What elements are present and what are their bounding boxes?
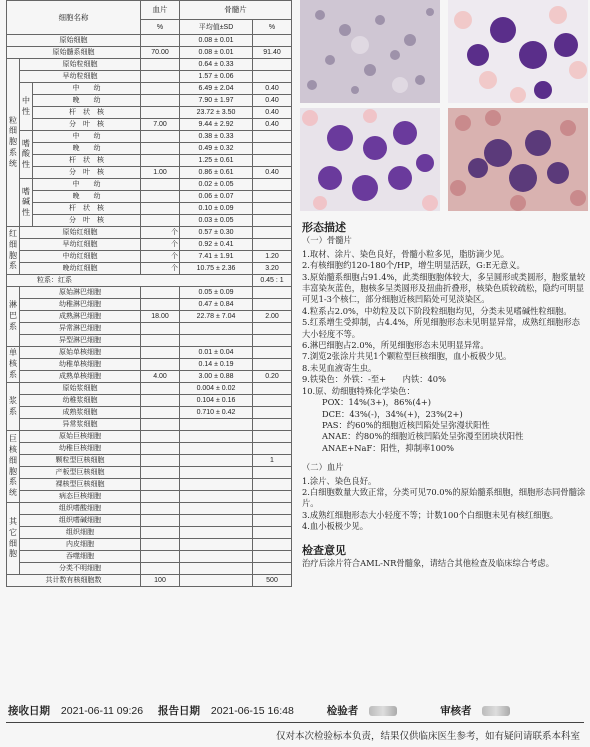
- table-row: 晚 幼 0.49 ± 0.32: [7, 143, 292, 155]
- header-blood: 血片: [141, 1, 180, 20]
- table-row: 异常浆细胞: [7, 419, 292, 431]
- table-row: 幼稚单核细胞 0.14 ± 0.19: [7, 359, 292, 371]
- table-row: 晚 幼 7.90 ± 1.97 0.40: [7, 95, 292, 107]
- table-row: 内皮细胞: [7, 539, 292, 551]
- marrow-subtitle: （一）骨髓片: [302, 235, 352, 246]
- header-mean: 平均值±SD: [180, 20, 253, 35]
- table-row: 病态巨核细胞: [7, 491, 292, 503]
- micrograph-2: [448, 0, 588, 103]
- table-row: 早幼粒细胞 1.57 ± 0.06: [7, 71, 292, 83]
- opinion-text: 治疗后涂片符合AML-NR骨髓象，请结合其他检查及临床综合考虑。: [302, 557, 555, 568]
- report-date: 2021-06-15 16:48: [210, 705, 294, 717]
- blood-subtitle: （二）血片: [302, 462, 344, 473]
- table-row: 巨核细胞系统 原始巨核细胞: [7, 431, 292, 443]
- ratio-row: 粒系：红系 0.45 : 1: [7, 275, 292, 287]
- table-row: 分 叶 核 1.00 0.86 ± 0.61 0.40: [7, 167, 292, 179]
- table-row: 分类不明细胞: [7, 563, 292, 575]
- table-row: 粒细胞系统 原始粒细胞 0.64 ± 0.33: [7, 59, 292, 71]
- table-row: 分 叶 核 0.03 ± 0.05: [7, 215, 292, 227]
- table-row: 浆系 原始浆细胞 0.004 ± 0.02: [7, 383, 292, 395]
- category-erythroid: 红细胞系: [7, 227, 20, 275]
- morphology-description: 形态描述 （一）骨髓片 1.取材、涂片、染色良好，骨髓小粒多见，脂肪滴少见。 2.有核细胞约120-180个/HP，增生明显活跃，G:E无意义。 3.原始髓系细胞占91.4%，此类细胞胞体较大，多呈圆形或类圆形，胞浆量较丰富染灰蓝色，胞核多呈类圆形及扭曲折叠形，核染色质较疏松，隐约可明显可见1-3个核仁，部分细胞近核凹陷处可见淡染区。 4.粒系占2.0%，中幼粒及以下阶段粒细胞均见，分类未见嗜碱性粒细胞。 5.红系增生受抑制，占4.4%，所见细胞形态未见明显异常，成熟红细胞形态大小轻度不等。 6.淋巴细胞占2.0%，所见细胞形态未见明显异常。 7.浏览2张涂片共见1个颗粒型巨核细胞，血小板极少见。 8.未见血液寄生虫。 9.铁染色：外铁：-至+ 内铁：40% 10.原、幼细胞特殊化学染色： POX：14%(3+)，86%(4+) DCE：43%(-)，34%(+)，23%(2+) PAS：约60%的细胞近核凹陷处呈弥漫状阳性 ANAE：约80%的细胞近核凹陷处呈弥漫至团块状阳性 ANAE+NaF：阳性，抑制率100% （二）血片 1.涂片、染色良好。 2.白细胞数量大致正常，分类可见70.0%的原始髓系细胞，细胞形态同骨髓涂片。 3.成熟红细胞形态大小轻度不等；计数100个白细胞未见有核红细胞。 4.血小板极少见。 检查意见 治疗后涂片符合AML-NR骨髓象，请结合其他检查及临床综合考虑。: [302, 221, 586, 568]
- header-pct-blood: %: [141, 20, 180, 35]
- disclaimer-note: 仅对本次检验标本负责，结果仅供临床医生参考，如有疑问请联系本科室: [275, 731, 580, 742]
- tester-signature: [369, 706, 397, 716]
- table-row: 嗜碱性 中 幼 0.02 ± 0.05: [7, 179, 292, 191]
- micrograph-1: [300, 0, 440, 103]
- header-marrow: 骨髓片: [180, 1, 292, 20]
- table-row: 吞噬细胞: [7, 551, 292, 563]
- subcategory-eosinophil: 嗜酸性: [20, 131, 33, 179]
- table-row: 杆 状 核 0.10 ± 0.09: [7, 203, 292, 215]
- table-row: 组织细胞: [7, 527, 292, 539]
- table-row: 幼稚巨核细胞: [7, 443, 292, 455]
- total-row: 共计数有核细胞数 100 500: [7, 575, 292, 587]
- table-row: 淋巴系 原始淋巴细胞 0.05 ± 0.09: [7, 287, 292, 299]
- table-row: 幼稚浆细胞 0.104 ± 0.16: [7, 395, 292, 407]
- table-row: 原始细胞 0.08 ± 0.01: [7, 35, 292, 47]
- table-row: 杆 状 核 23.72 ± 3.50 0.40: [7, 107, 292, 119]
- table-row: 成熟浆细胞 0.710 ± 0.42: [7, 407, 292, 419]
- table-row: 分 叶 核 7.00 9.44 ± 2.92 0.40: [7, 119, 292, 131]
- table-row: 其它细胞 组织嗜酸细胞: [7, 503, 292, 515]
- category-other: 其它细胞: [7, 503, 20, 575]
- table-row: 晚幼红细胞 个 10.75 ± 2.36 3.20: [7, 263, 292, 275]
- table-row: 颗粒型巨核细胞 1: [7, 455, 292, 467]
- category-megakaryocyte: 巨核细胞系统: [7, 431, 20, 503]
- table-header-row: [7, 1, 292, 20]
- reviewer-signature: [482, 706, 510, 716]
- subcategory-neutrophil: 中性: [20, 83, 33, 131]
- micrograph-4: [448, 108, 588, 211]
- report-footer: 接收日期 2021-06-11 09:26 报告日期 2021-06-15 16:48 检验者 审核者 仅对本次检验标本负责，结果仅供临床医生参考，如有疑问请联系本科室: [0, 700, 590, 747]
- table-row: 杆 状 核 1.25 ± 0.61: [7, 155, 292, 167]
- table-row: 单核系 原始单核细胞 0.01 ± 0.04: [7, 347, 292, 359]
- subcategory-basophil: 嗜碱性: [20, 179, 33, 227]
- table-row: 嗜酸性 中 幼 0.38 ± 0.33: [7, 131, 292, 143]
- table-row: 裸核型巨核细胞: [7, 479, 292, 491]
- table-row: 晚 幼 0.06 ± 0.07: [7, 191, 292, 203]
- table-row: 中性 中 幼 6.49 ± 2.04 0.40: [7, 83, 292, 95]
- table-row: 产板型巨核细胞: [7, 467, 292, 479]
- opinion-title: 检查意见: [302, 543, 346, 557]
- table-row: 原始髓系细胞 70.00 0.08 ± 0.01 91.40: [7, 47, 292, 59]
- category-monocyte: 单核系: [7, 347, 20, 383]
- table-row: 异型淋巴细胞: [7, 335, 292, 347]
- receive-date: 2021-06-11 09:26: [60, 705, 144, 717]
- table-row: 异常淋巴细胞: [7, 323, 292, 335]
- description-title: 形态描述: [302, 221, 346, 234]
- marrow-table-wrap: [6, 0, 292, 587]
- header-pct-marrow: %: [253, 20, 292, 35]
- category-granulocyte: 粒细胞系统: [7, 59, 20, 227]
- table-row: 成熟单核细胞 4.00 3.00 ± 0.88 0.20: [7, 371, 292, 383]
- category-lymphoid: 淋巴系: [7, 287, 20, 347]
- table-row: 组织嗜碱细胞: [7, 515, 292, 527]
- table-row: 中幼红细胞 个 7.41 ± 1.91 1.20: [7, 251, 292, 263]
- marrow-differential-table: [6, 0, 292, 587]
- micrograph-3: [300, 108, 440, 211]
- table-row: 红细胞系 原始红细胞 个 0.57 ± 0.30: [7, 227, 292, 239]
- header-cell-name: 细胞名称: [7, 1, 141, 35]
- footer-divider: [6, 722, 584, 723]
- micrograph-panel: [300, 0, 590, 214]
- table-row: 幼稚淋巴细胞 0.47 ± 0.84: [7, 299, 292, 311]
- table-row: 早幼红细胞 个 0.92 ± 0.41: [7, 239, 292, 251]
- category-plasma: 浆系: [7, 383, 20, 431]
- table-row: 成熟淋巴细胞 18.00 22.78 ± 7.04 2.00: [7, 311, 292, 323]
